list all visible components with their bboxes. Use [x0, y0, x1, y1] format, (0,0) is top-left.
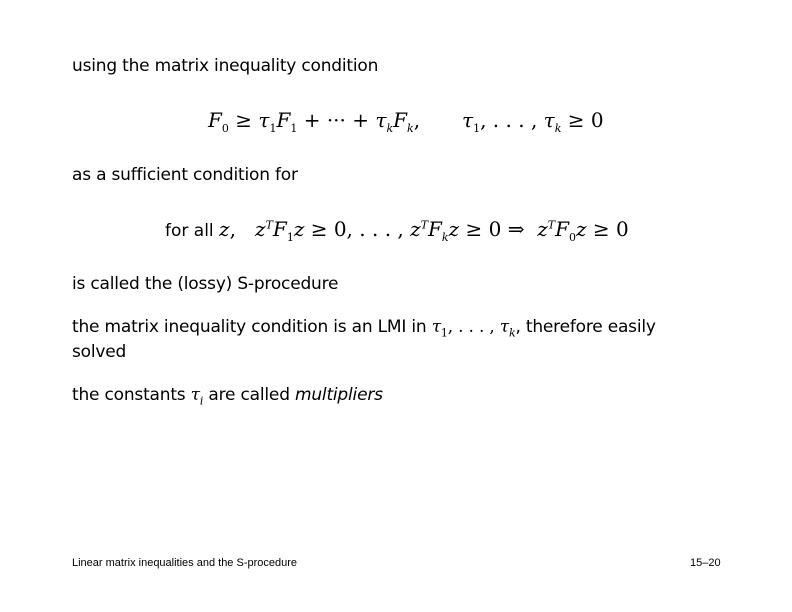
- paragraph-sufficient: as a sufficient condition for: [72, 165, 298, 185]
- multipliers-term: multipliers: [294, 385, 383, 405]
- equation-implication: for all z, $z^TF_1z \ge 0$, . . . , $z^TF_kz \ge 0$ ⇒ $z^TF_0z \ge 0$: [165, 217, 629, 244]
- paragraph-intro: using the matrix inequality condition: [72, 56, 379, 76]
- equation-matrix-inequality: $F_0 \ge \tau_1F_1$ + ··· + $\tau_kF_k$,: [208, 108, 421, 135]
- footer-page-number: 15–20: [690, 557, 721, 569]
- paragraph-lmi-line1: the matrix inequality condition is an LMI in $\tau_1$, . . . , $\tau_k$, therefore easily: [72, 317, 656, 340]
- paragraph-s-procedure: is called the (lossy) S-procedure: [72, 274, 339, 294]
- footer-title: Linear matrix inequalities and the S-procedure: [72, 557, 298, 569]
- implies-symbol: ⇒: [507, 217, 525, 241]
- paragraph-lmi-line2: solved: [72, 342, 127, 362]
- equation-multiplier-condition: $\tau_1$, . . . , $\tau_k \ge 0$: [462, 108, 604, 135]
- paragraph-multipliers: the constants $\tau_i$ are called multipliers: [72, 385, 383, 408]
